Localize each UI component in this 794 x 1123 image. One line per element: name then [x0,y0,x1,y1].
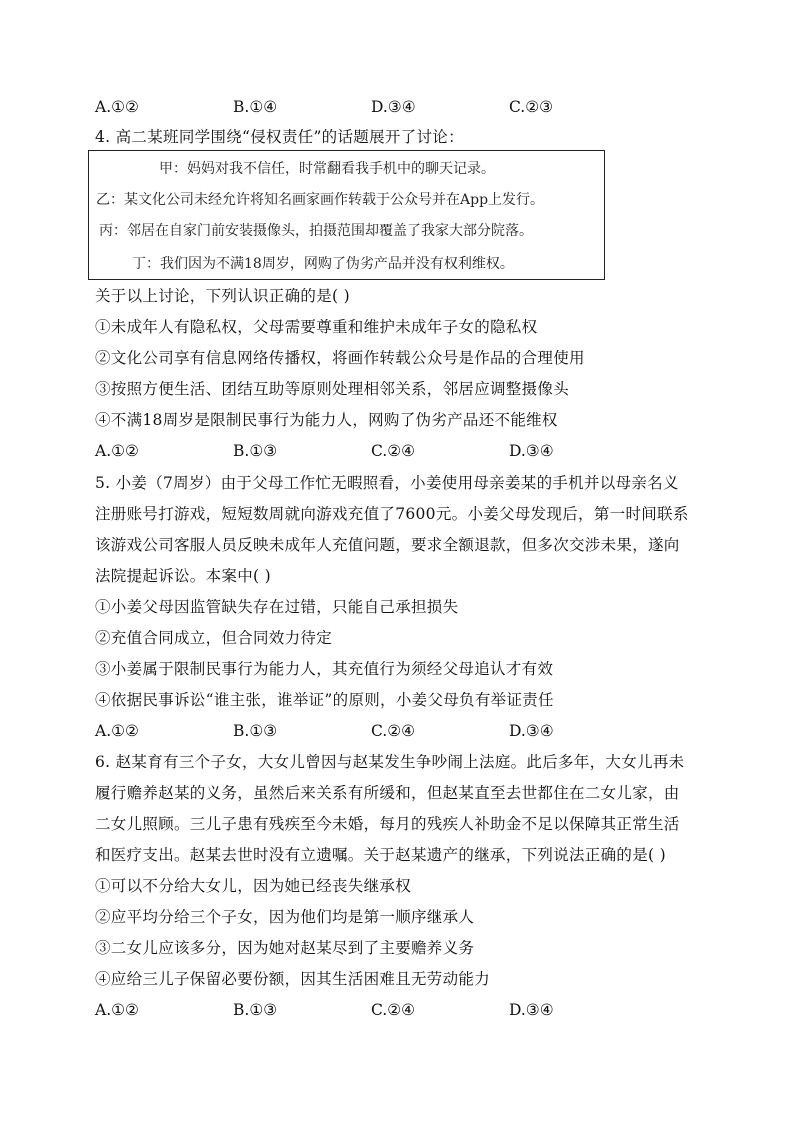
option-c: C.②③ [509,98,554,116]
q6-item-4: ④应给三儿子保留必要份额，因其生活困难且无劳动能力 [95,970,491,988]
q5-stem-line-4: 法院提起诉讼。本案中( ) [95,567,271,585]
q6-option-b: B.①③ [233,1001,278,1019]
q4-item-3: ③按照方便生活、团结互助等原则处理相邻关系，邻居应调整摄像头 [95,380,570,398]
q5-option-a: A.①② [95,722,139,740]
q5-stem-line-1: 5. 小姜（7周岁）由于父母工作忙无暇照看，小姜使用母亲姜某的手机并以母亲名义 [95,474,679,492]
q5-stem-line-2: 注册账号打游戏，短短数周就向游戏充值了7600元。小姜父母发现后，第一时间联系 [95,505,689,523]
option-a: A.①② [95,98,139,116]
q4-option-c: C.②④ [371,442,416,460]
q6-stem-line-4: 和医疗支出。赵某去世时没有立遗嘱。关于赵某遗产的继承，下列说法正确的是( ) [95,846,666,864]
q4-item-2: ②文化公司享有信息网络传播权，将画作转载公众号是作品的合理使用 [95,349,585,367]
q6-item-2: ②应平均分给三个子女，因为他们均是第一顺序继承人 [95,908,475,926]
q6-option-c: C.②④ [371,1001,416,1019]
q5-option-d: D.③④ [509,722,554,740]
q6-option-d: D.③④ [509,1001,554,1019]
option-d: D.③④ [371,98,416,116]
q6-option-a: A.①② [95,1001,139,1019]
q4-option-d: D.③④ [509,442,554,460]
q4-item-1: ①未成年人有隐私权，父母需要尊重和维护未成年子女的隐私权 [95,318,538,336]
q4-option-a: A.①② [95,442,139,460]
discussion-line-ding: 丁：我们因为不满18周岁，网购了伪劣产品并没有权利维权。 [132,256,514,272]
discussion-box [88,150,605,280]
q6-item-1: ①可以不分给大女儿，因为她已经丧失继承权 [95,877,412,895]
option-b: B.①④ [233,98,278,116]
q5-item-3: ③小姜属于限制民事行为能力人，其充值行为须经父母追认才有效 [95,660,554,678]
q6-stem-line-1: 6. 赵某育有三个子女，大女儿曾因与赵某发生争吵闹上法庭。此后多年，大女儿再未 [95,753,685,771]
discussion-line-bing: 丙：邻居在自家门前安装摄像头，拍摄范围却覆盖了我家大部分院落。 [99,223,533,239]
discussion-line-yi: 乙：某文化公司未经允许将知名画家画作转载于公众号并在App上发行。 [96,192,545,208]
q5-item-1: ①小姜父母因监管缺失存在过错，只能自己承担损失 [95,598,459,616]
q4-question: 关于以上讨论，下列认识正确的是( ) [95,287,350,305]
q5-item-4: ④依据民事诉讼“谁主张，谁举证”的原则，小姜父母负有举证责任 [95,691,554,709]
q5-stem-line-3: 该游戏公司客服人员反映未成年人充值问题，要求全额退款，但多次交涉未果，遂向 [95,536,680,554]
q5-option-b: B.①③ [233,722,278,740]
q6-item-3: ③二女儿应该多分，因为她对赵某尽到了主要赡养义务 [95,939,475,957]
q4-item-4: ④不满18周岁是限制民事行为能力人，网购了伪劣产品还不能维权 [95,411,558,429]
q5-item-2: ②充值合同成立，但合同效力待定 [95,629,333,647]
q4-option-b: B.①③ [233,442,278,460]
q6-stem-line-2: 履行赡养赵某的义务，虽然后来关系有所缓和，但赵某直至去世都住在二女儿家，由 [95,784,680,802]
q4-stem: 4. 高二某班同学围绕“侵权责任”的话题展开了讨论： [95,128,464,146]
q5-option-c: C.②④ [371,722,416,740]
discussion-line-jia: 甲：妈妈对我不信任，时常翻看我手机中的聊天记录。 [159,161,495,177]
q6-stem-line-3: 二女儿照顾。三儿子患有残疾至今未婚，每月的残疾人补助金不足以保障其正常生活 [95,815,680,833]
